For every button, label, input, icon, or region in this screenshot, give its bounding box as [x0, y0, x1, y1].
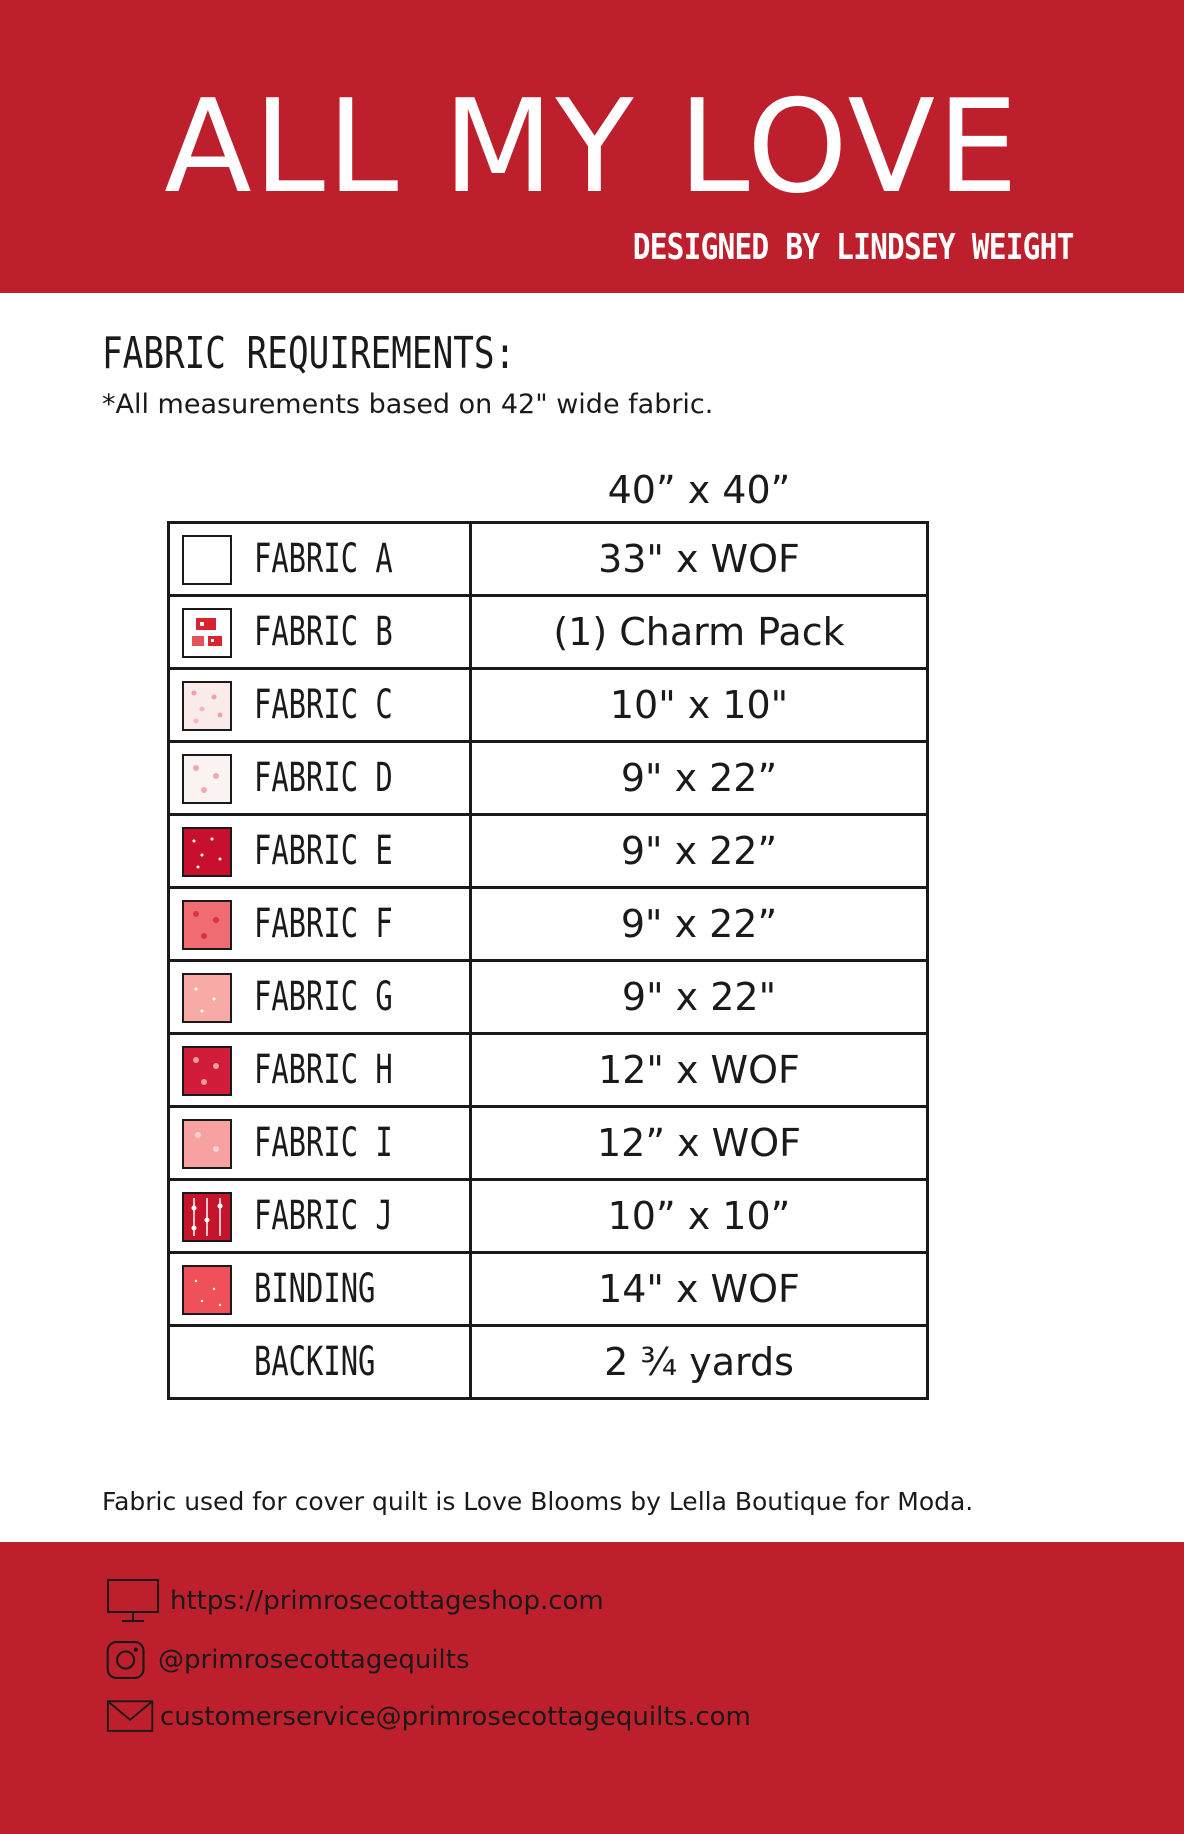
website-contact [106, 1578, 604, 1624]
floral-pattern-icon [184, 1194, 230, 1240]
table-row [169, 596, 928, 669]
heart-pattern-icon [184, 1121, 230, 1167]
instagram-icon [106, 1637, 152, 1683]
fabric-quantity: 9" x 22” [471, 815, 928, 888]
fabric-name: FABRIC A [254, 536, 393, 582]
email-icon [106, 1694, 156, 1740]
dot-pattern-icon [184, 829, 230, 875]
fabric-swatch [182, 1265, 232, 1315]
fabric-quantity: 12" x WOF [471, 1034, 928, 1107]
fabric-source-note: Fabric used for cover quilt is Love Blooms by Lella Boutique for Moda. [102, 1487, 974, 1516]
instagram-contact [106, 1637, 470, 1683]
fabric-name: FABRIC G [254, 974, 393, 1020]
fabric-quantity: 9" x 22" [471, 961, 928, 1034]
fabric-quantity: 14" x WOF [471, 1253, 928, 1326]
table-row [169, 742, 928, 815]
table-row [169, 669, 928, 742]
fabric-swatch [182, 681, 232, 731]
fabric-name: FABRIC B [254, 609, 393, 655]
fabric-name: FABRIC J [254, 1193, 393, 1239]
fabric-name: BINDING [254, 1266, 376, 1312]
email-contact [106, 1694, 751, 1740]
designer-credit: DESIGNED BY LINDSEY WEIGHT [633, 227, 1074, 268]
fabric-quantity: 10" x 10" [471, 669, 928, 742]
table-row [169, 888, 928, 961]
table-row [169, 1326, 928, 1399]
fabric-swatch [182, 535, 232, 585]
fabric-swatch [182, 900, 232, 950]
fabric-quantity: 9" x 22” [471, 888, 928, 961]
fabric-requirements-table [167, 521, 929, 1400]
fabric-swatch [182, 754, 232, 804]
heart-pattern-icon [184, 902, 230, 948]
heart-pattern-icon [184, 756, 230, 802]
email-link[interactable]: customerservice@primrosecottagequilts.com [160, 1702, 751, 1732]
fabric-swatch [182, 608, 232, 658]
header-banner [0, 0, 1184, 293]
pattern-icon [184, 683, 230, 729]
table-row [169, 961, 928, 1034]
monitor-icon [106, 1578, 160, 1624]
instagram-link[interactable]: @primrosecottagequilts [158, 1645, 470, 1675]
fabric-name: FABRIC D [254, 755, 393, 801]
dot-pattern-icon [184, 975, 230, 1021]
fabric-quantity: (1) Charm Pack [471, 596, 928, 669]
quilt-size-heading: 40” x 40” [607, 468, 791, 512]
fabric-name: FABRIC I [254, 1120, 393, 1166]
heart-pattern-icon [184, 1048, 230, 1094]
dot-pattern-icon [184, 1267, 230, 1313]
fabric-swatch [182, 1192, 232, 1242]
fabric-quantity: 12” x WOF [471, 1107, 928, 1180]
measurement-note: *All measurements based on 42" wide fabric. [102, 389, 714, 420]
fabric-swatch [182, 973, 232, 1023]
fabric-name: FABRIC F [254, 901, 393, 947]
fabric-name: FABRIC H [254, 1047, 393, 1093]
fabric-swatch [182, 827, 232, 877]
table-row [169, 1253, 928, 1326]
fabric-swatch [182, 1119, 232, 1169]
fabric-name: BACKING [254, 1339, 376, 1385]
fabric-quantity: 9" x 22” [471, 742, 928, 815]
fabric-swatch [182, 1046, 232, 1096]
table-row [169, 1180, 928, 1253]
table-row [169, 523, 928, 596]
table-row [169, 1034, 928, 1107]
section-title: FABRIC REQUIREMENTS: [102, 328, 516, 379]
table-row [169, 815, 928, 888]
fabric-quantity: 33" x WOF [471, 523, 928, 596]
fabric-quantity: 2 ¾ yards [471, 1326, 928, 1399]
fabric-quantity: 10” x 10” [471, 1180, 928, 1253]
page-title: ALL MY LOVE [164, 73, 1020, 222]
website-link[interactable]: https://primrosecottageshop.com [170, 1586, 604, 1616]
fabric-name: FABRIC C [254, 682, 393, 728]
fabric-name: FABRIC E [254, 828, 393, 874]
footer-banner [0, 1542, 1184, 1834]
table-row [169, 1107, 928, 1180]
charm-pack-icon [184, 610, 230, 656]
